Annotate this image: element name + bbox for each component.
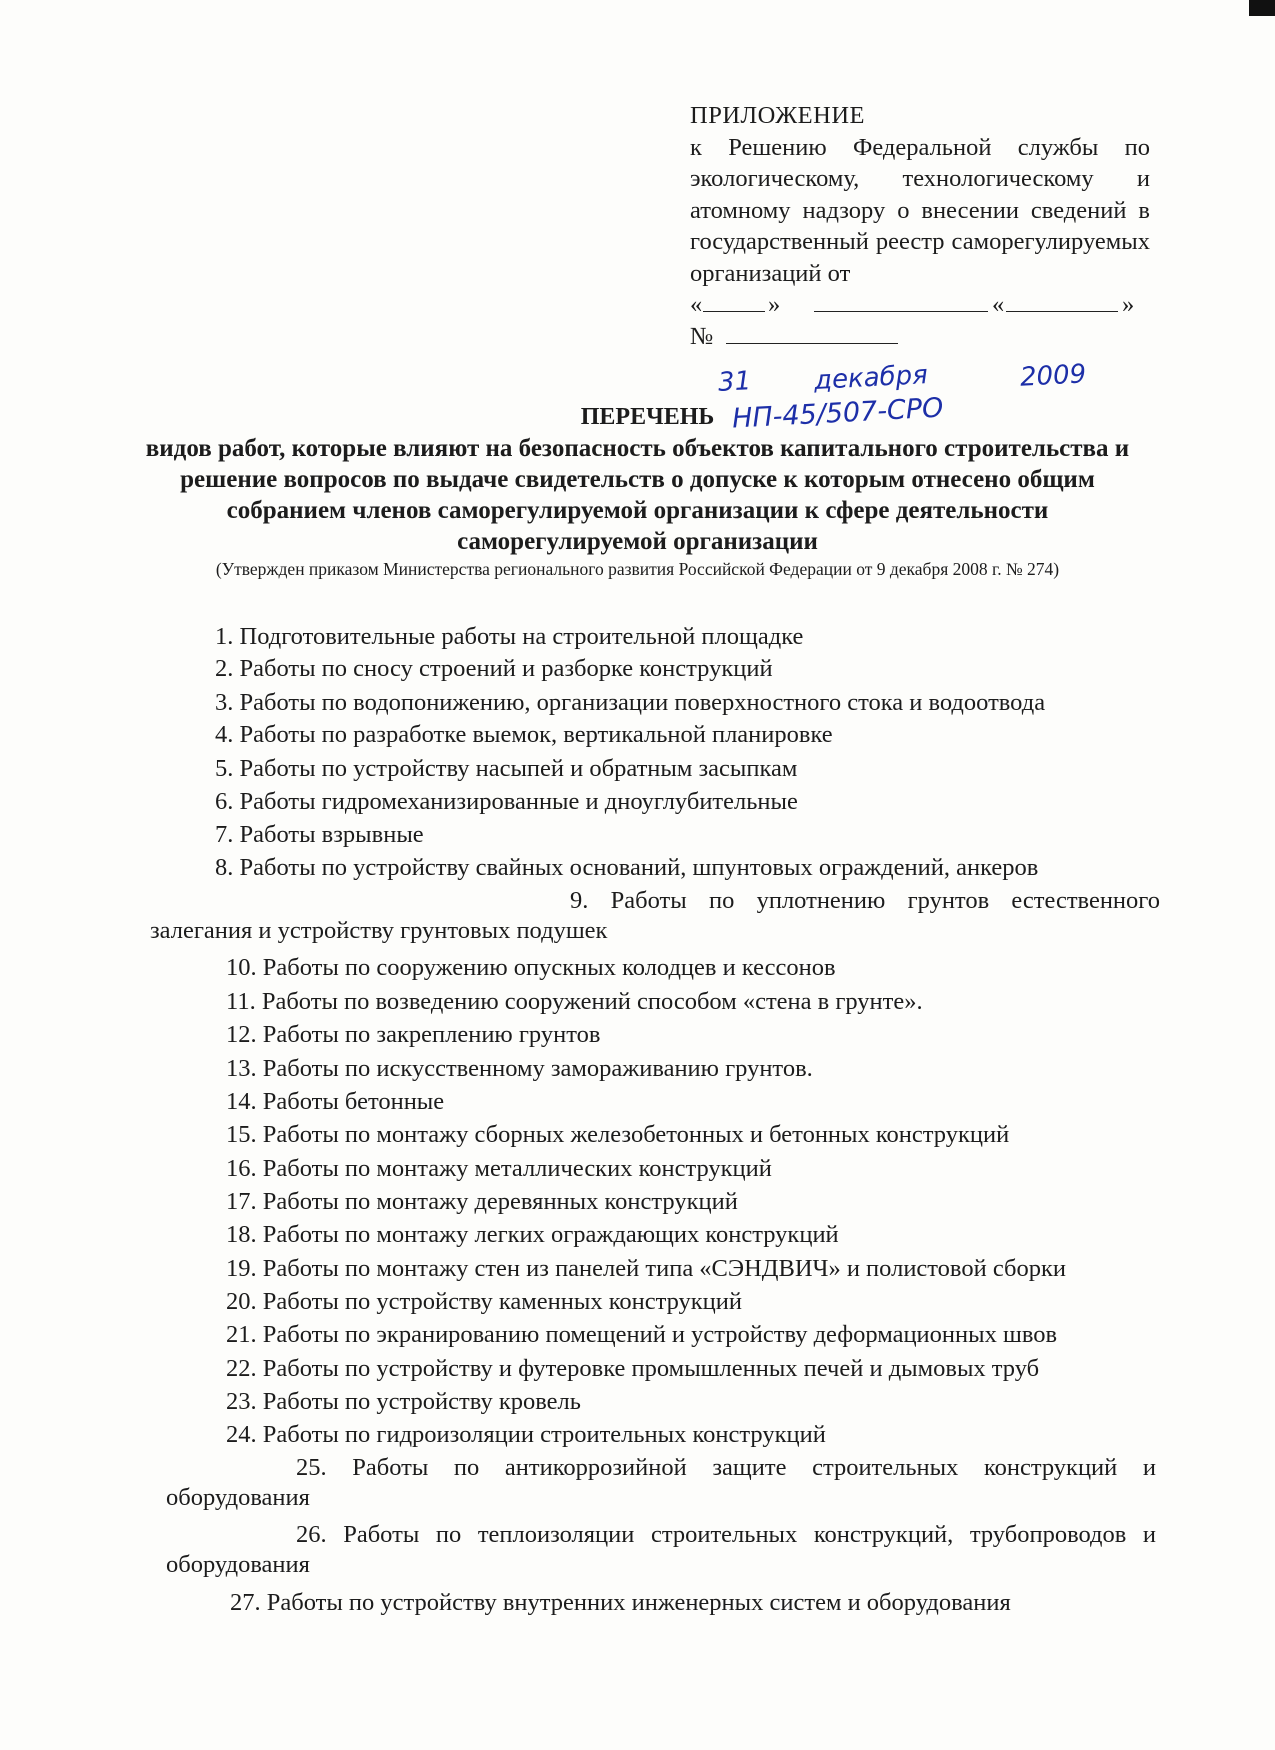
number-line (690, 321, 1150, 353)
number-underline (726, 321, 898, 344)
work-item-text: Работы по уплотнению грунтов естественного залегания и устройству грунтовых подушек (150, 887, 1160, 944)
work-item (226, 987, 923, 1017)
handwritten-number: НП-45/507-СРО (731, 392, 945, 435)
quote-open-year: « (992, 291, 1005, 318)
work-item (215, 688, 1045, 718)
work-item (215, 820, 424, 850)
work-item (226, 1054, 813, 1084)
work-item-number: 12. (226, 1021, 257, 1048)
work-item (226, 1020, 600, 1050)
scan-corner-mark (1249, 0, 1275, 16)
day-underline (703, 289, 765, 312)
work-item-number: 11. (226, 988, 256, 1015)
work-item-number: 21. (226, 1321, 257, 1348)
work-item-number: 9. (570, 887, 589, 914)
work-item (226, 1354, 1039, 1384)
work-item (226, 1387, 581, 1417)
work-item-text: Работы по монтажу деревянных конструкций (262, 1188, 738, 1215)
work-item-text: Работы по разработке выемок, вертикальной планировке (239, 721, 833, 748)
handwritten-year: 2009 (1019, 359, 1087, 393)
work-item-text: Работы по искусственному замораживанию грунтов. (262, 1055, 813, 1082)
work-item-text: Работы по устройству каменных конструкций (262, 1288, 743, 1315)
handwritten-month: декабря (813, 360, 929, 396)
work-item-number: 7. (215, 821, 234, 848)
work-item (226, 1420, 826, 1450)
work-item-number: 18. (226, 1221, 257, 1248)
work-item-number: 19. (226, 1255, 257, 1282)
work-item (166, 1453, 1156, 1513)
work-item-text: Работы по гидроизоляции строительных конструкций (262, 1421, 826, 1448)
month-underline (814, 289, 988, 312)
appendix-heading: ПРИЛОЖЕНИЕ (690, 102, 865, 129)
work-item-number: 25. (296, 1454, 327, 1481)
work-item (215, 754, 797, 784)
work-item-text: Работы по сносу строений и разборке конструкций (239, 655, 773, 682)
work-item-number: 20. (226, 1288, 257, 1315)
work-item-text: Работы взрывные (239, 821, 424, 848)
work-item-number: 17. (226, 1188, 257, 1215)
work-item-text: Подготовительные работы на строительной площадке (239, 623, 804, 650)
work-item-text: Работы по устройству кровель (262, 1388, 581, 1415)
work-item (226, 1287, 742, 1317)
work-item-text: Работы по монтажу стен из панелей типа «СЭНДВИЧ» и полистовой сборки (262, 1255, 1066, 1282)
document-title: ПЕРЕЧЕНЬ (580, 404, 715, 430)
work-item-number: 15. (226, 1121, 257, 1148)
work-item-text: Работы по устройству внутренних инженерных систем и оборудования (266, 1589, 1011, 1616)
work-item (215, 720, 833, 750)
work-item-text: Работы по монтажу сборных железобетонных и бетонных конструкций (262, 1121, 1010, 1148)
work-item (226, 1320, 1057, 1350)
year-underline (1006, 289, 1118, 312)
document-title-block (130, 402, 1145, 580)
work-item (215, 787, 798, 817)
work-item-text: Работы по возведению сооружений способом «стена в грунте». (261, 988, 923, 1015)
work-item (226, 1254, 1066, 1284)
appendix-block (690, 100, 1150, 435)
work-item-text: Работы по теплоизоляции строительных конструкций, трубопроводов и оборудования (166, 1521, 1156, 1578)
work-item-number: 4. (215, 721, 234, 748)
work-item (150, 886, 1160, 946)
work-item (226, 1087, 444, 1117)
quote-open-day: « (690, 291, 703, 318)
quote-close-year: » (1122, 291, 1135, 318)
work-item (226, 953, 836, 983)
work-item-text: Работы бетонные (262, 1088, 445, 1115)
work-item-number: 2. (215, 655, 234, 682)
work-item-number: 14. (226, 1088, 257, 1115)
work-item (226, 1187, 738, 1217)
work-item-text: Работы по устройству свайных оснований, шпунтовых ограждений, анкеров (239, 854, 1039, 881)
work-item (226, 1154, 772, 1184)
work-item (166, 1520, 1156, 1580)
handwritten-day: 31 (717, 366, 752, 398)
work-item-number: 16. (226, 1155, 257, 1182)
work-item-number: 10. (226, 954, 257, 981)
work-item-text: Работы по экранированию помещений и устройству деформационных швов (262, 1321, 1058, 1348)
work-item-number: 26. (296, 1521, 327, 1548)
work-item-text: Работы по монтажу легких ограждающих конструкций (262, 1221, 839, 1248)
work-item-number: 5. (215, 755, 234, 782)
work-item-text: Работы по монтажу металлических конструкций (262, 1155, 772, 1182)
work-item (215, 654, 773, 684)
work-item-number: 6. (215, 788, 234, 815)
document-subtitle: видов работ, которые влияют на безопасность объектов капитального строительства и решение вопросов по выдаче свидетельств о допуске к которым отнесено общим собранием членов саморегулируемой организации к сфере деятельности саморегулируемой организации (145, 435, 1130, 555)
appendix-body: к Решению Федеральной службы по экологическому, технологическому и атомному надзору о внесении сведений в государственный реестр саморегулируемых организаций от (690, 133, 1150, 287)
work-item-text: Работы по устройству и футеровке промышленных печей и дымовых труб (262, 1355, 1040, 1382)
work-item-number: 22. (226, 1355, 257, 1382)
quote-close-day: » (768, 291, 781, 318)
work-item-number: 8. (215, 854, 234, 881)
work-item-text: Работы по сооружению опускных колодцев и кессонов (262, 954, 836, 981)
date-line (690, 289, 1150, 321)
work-item (226, 1120, 1009, 1150)
work-item (226, 1220, 839, 1250)
work-item-text: Работы гидромеханизированные и дноуглубительные (239, 788, 798, 815)
work-item-number: 23. (226, 1388, 257, 1415)
work-item-number: 27. (230, 1589, 261, 1616)
work-item (215, 622, 803, 652)
approval-note: (Утвержден приказом Министерства регионального развития Российской Федерации от 9 декабря 2008 г. № 274) (215, 559, 1060, 579)
work-item (215, 853, 1038, 883)
work-item-number: 24. (226, 1421, 257, 1448)
work-item-text: Работы по закреплению грунтов (262, 1021, 601, 1048)
work-item-number: 3. (215, 689, 234, 716)
work-item-number: 1. (215, 623, 234, 650)
work-item-text: Работы по антикоррозийной защите строительных конструкций и оборудования (166, 1454, 1157, 1511)
work-item-number: 13. (226, 1055, 257, 1082)
work-item (230, 1588, 1011, 1618)
number-label: № (690, 323, 714, 350)
work-item-text: Работы по водопонижению, организации поверхностного стока и водоотвода (239, 689, 1046, 716)
work-item-text: Работы по устройству насыпей и обратным засыпкам (239, 755, 798, 782)
